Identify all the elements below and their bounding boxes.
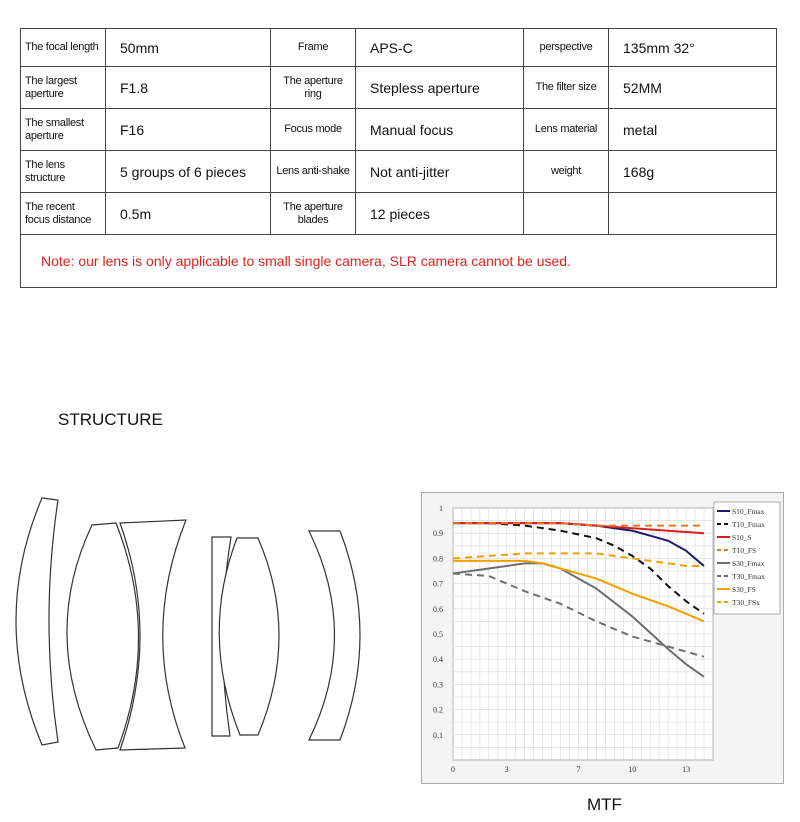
- spec-value: 0.5m: [106, 193, 271, 235]
- specs-table: [20, 28, 777, 288]
- spec-row: [21, 109, 777, 151]
- y-tick-label: 0.2: [433, 705, 443, 715]
- mtf-title: MTF: [587, 795, 622, 814]
- spec-row: [21, 193, 777, 235]
- spec-label: The recent focus distance: [21, 193, 106, 235]
- lens-element-2: [67, 523, 139, 750]
- lens-element-5: [219, 538, 279, 735]
- spec-value: 52MM: [609, 67, 777, 109]
- lens-structure-diagram: [0, 490, 400, 770]
- spec-label: The aperture blades: [271, 193, 356, 235]
- spec-value: Not anti-jitter: [356, 151, 524, 193]
- spec-label: The smallest aperture: [21, 109, 106, 151]
- spec-value: Stepless aperture: [356, 67, 524, 109]
- legend-label: T30_FSx: [732, 598, 760, 607]
- x-tick-label: 10: [628, 765, 637, 774]
- spec-value: F16: [106, 109, 271, 151]
- spec-value: F1.8: [106, 67, 271, 109]
- x-tick-label: 13: [682, 765, 691, 774]
- lens-element-1: [16, 498, 58, 745]
- legend-label: S10_Fmax: [732, 507, 765, 516]
- y-tick-label: 0.5: [433, 630, 443, 639]
- x-tick-label: 7: [576, 765, 581, 774]
- spec-label: The focal length: [21, 29, 106, 67]
- x-tick-label: 3: [504, 765, 509, 774]
- y-tick-label: 0.7: [433, 579, 443, 589]
- y-tick-label: 1: [439, 504, 443, 513]
- legend-label: T10_Fmax: [732, 520, 765, 529]
- y-tick-label: 0.8: [433, 554, 443, 564]
- y-tick-label: 0.4: [433, 655, 443, 665]
- spec-label: Focus mode: [271, 109, 356, 151]
- spec-row: [21, 67, 777, 109]
- spec-label: [524, 193, 609, 235]
- spec-row: [21, 29, 777, 67]
- spec-value: [609, 193, 777, 235]
- y-tick-label: 0.6: [433, 604, 443, 614]
- legend-label: S30_FS: [732, 585, 756, 594]
- structure-title: STRUCTURE: [58, 410, 163, 429]
- legend-label: T10_FS: [732, 546, 757, 555]
- spec-label: Lens material: [524, 109, 609, 151]
- y-tick-label: 0.1: [433, 730, 443, 740]
- spec-label: perspective: [524, 29, 609, 67]
- spec-label: The lens structure: [21, 151, 106, 193]
- spec-value: 168g: [609, 151, 777, 193]
- spec-value: 135mm 32°: [609, 29, 777, 67]
- legend-label: S30_Fmax: [732, 559, 765, 568]
- spec-label: weight: [524, 151, 609, 193]
- spec-value: Manual focus: [356, 109, 524, 151]
- spec-row: [21, 151, 777, 193]
- spec-value: APS-C: [356, 29, 524, 67]
- spec-label: The aperture ring: [271, 67, 356, 109]
- y-tick-label: 0.9: [433, 529, 443, 539]
- lens-element-6: [309, 531, 360, 740]
- x-tick-label: 0: [451, 765, 455, 774]
- note-row: [21, 235, 777, 288]
- legend-label: S10_S: [732, 533, 752, 542]
- spec-value: 12 pieces: [356, 193, 524, 235]
- spec-label: The filter size: [524, 67, 609, 109]
- y-tick-label: 0.3: [433, 680, 443, 690]
- note-text: Note: our lens is only applicable to small single camera, SLR camera cannot be used.: [21, 235, 777, 288]
- legend-label: T30_Fmax: [732, 572, 765, 581]
- spec-label: The largest aperture: [21, 67, 106, 109]
- spec-value: metal: [609, 109, 777, 151]
- spec-label: Frame: [271, 29, 356, 67]
- spec-value: 50mm: [106, 29, 271, 67]
- mtf-chart: [421, 492, 783, 784]
- spec-value: 5 groups of 6 pieces: [106, 151, 271, 193]
- spec-label: Lens anti-shake: [271, 151, 356, 193]
